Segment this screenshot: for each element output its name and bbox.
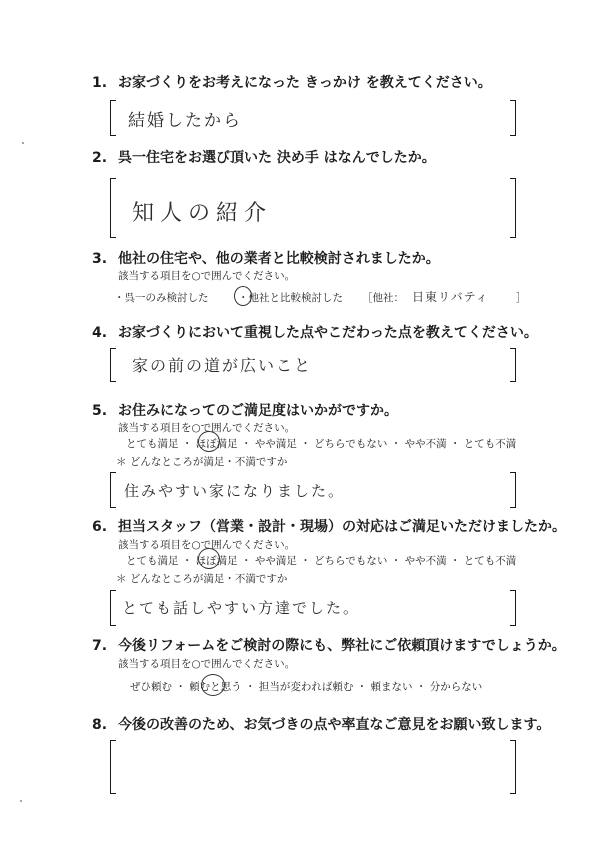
selection-circle: [234, 286, 252, 306]
answer-bracket-right: [510, 472, 516, 508]
note-text: ＊ どんなところが満足・不満ですか: [116, 573, 288, 585]
answer-bracket-left: [110, 348, 116, 382]
question-8: [92, 714, 550, 734]
satisfaction-options[interactable]: とても満足 ・ ほぼ満足 ・ やや満足 ・ どちらでもない ・ やや不満 ・ とても不満: [126, 438, 517, 450]
question-text: 呉一住宅をお選び頂いた 決め手 はなんでしたか。: [118, 150, 436, 166]
answer-bracket-right: [510, 348, 516, 382]
question-number: 6.: [92, 519, 108, 535]
question-number: 1.: [92, 75, 108, 91]
scan-speck: [20, 800, 22, 802]
question-1: [92, 72, 492, 92]
answer-bracket-left: [110, 178, 116, 238]
reform-options[interactable]: ぜひ頼む ・ 頼むと思う ・ 担当が変われば頼む ・ 頼まない ・ 分からない: [130, 681, 483, 693]
answer-bracket-left: [110, 740, 116, 794]
answer-bracket-right: [510, 100, 516, 136]
answer-bracket-left: [110, 590, 116, 626]
answer-2-handwriting[interactable]: 知人の紹介: [132, 201, 273, 226]
question-number: 5.: [92, 403, 108, 419]
staff-satisfaction-options[interactable]: とても満足 ・ ほぼ満足 ・ やや満足 ・ どちらでもない ・ やや不満 ・ とても不満: [126, 555, 517, 567]
question-2: [92, 147, 436, 167]
answer-4-handwriting[interactable]: 家の前の道が広いこと: [132, 356, 313, 375]
note-text: ＊ どんなところが満足・不満ですか: [116, 456, 288, 468]
instruction-text: 該当する項目を○で囲んでください。: [118, 539, 296, 551]
question-number: 8.: [92, 717, 108, 733]
answer-1-handwriting[interactable]: 結婚したから: [128, 111, 242, 131]
other-company-label: ［他社：: [362, 292, 404, 304]
option-only-kureichi[interactable]: ・呉一のみ検討した: [114, 292, 209, 304]
answer-bracket-right: [510, 178, 516, 238]
question-number: 3.: [92, 251, 108, 267]
question-5: [92, 400, 398, 420]
question-text: お家づくりをお考えになった きっかけ を教えてください。: [118, 75, 492, 91]
question-number: 7.: [92, 638, 108, 654]
answer-bracket-left: [110, 472, 116, 508]
question-text: 今後リフォームをご検討の際にも、弊社にご依頼頂けますでしょうか。: [118, 638, 566, 654]
answer-5-handwriting[interactable]: 住みやすい家になりました。: [124, 482, 346, 500]
question-3: [92, 248, 440, 268]
question-text: お家づくりにおいて重視した点やこだわった点を教えてください。: [118, 325, 538, 341]
answer-6-handwriting[interactable]: とても話しやすい方達でした。: [122, 599, 361, 617]
question-text: 担当スタッフ（営業・設計・現場）の対応はご満足いただけましたか。: [118, 519, 566, 535]
answer-bracket-right: [510, 740, 516, 794]
question-7: [92, 635, 566, 655]
instruction-text: 該当する項目を○で囲んでください。: [118, 270, 296, 282]
selection-circle: [201, 674, 225, 696]
answer-bracket-left: [110, 100, 116, 136]
question-number: 2.: [92, 150, 108, 166]
scan-speck: [22, 142, 24, 144]
question-6: [92, 516, 566, 536]
other-company-handwriting[interactable]: 日東リバティ: [412, 290, 489, 304]
answer-bracket-right: [510, 590, 516, 626]
option-compared-others[interactable]: ・他社と比較検討した: [238, 292, 343, 304]
instruction-text: 該当する項目を○で囲んでください。: [118, 658, 296, 670]
selection-circle: [198, 431, 220, 452]
other-company-close: ］: [516, 292, 527, 304]
question-text: 今後の改善のため、お気づきの点や率直なご意見をお願い致します。: [118, 717, 551, 733]
instruction-text: 該当する項目を○で囲んでください。: [118, 422, 296, 434]
selection-circle: [198, 548, 220, 569]
question-text: 他社の住宅や、他の業者と比較検討されましたか。: [118, 251, 440, 267]
question-4: [92, 322, 538, 342]
question-number: 4.: [92, 325, 108, 341]
question-text: お住みになってのご満足度はいかがですか。: [118, 403, 398, 419]
